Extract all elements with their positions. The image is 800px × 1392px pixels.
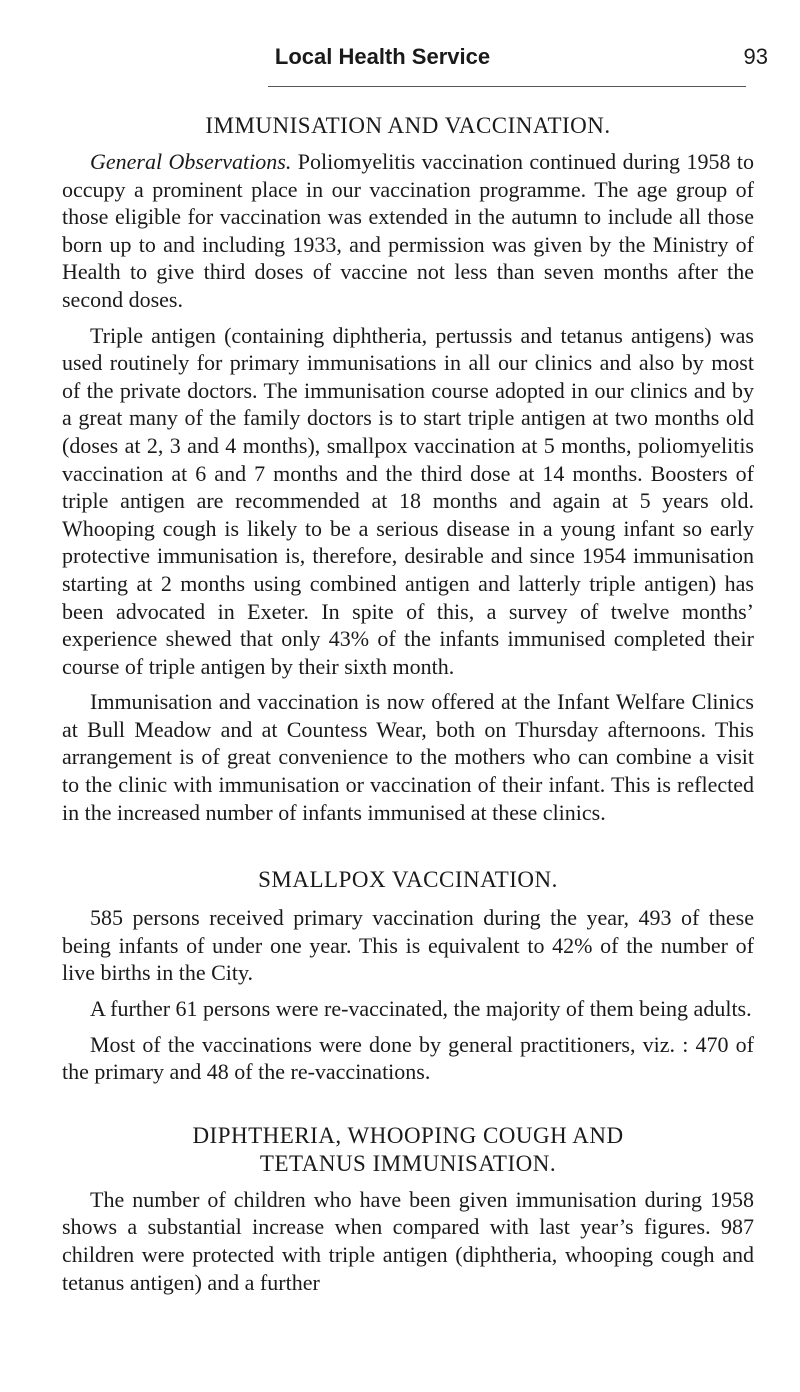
section-title-line: DIPHTHERIA, WHOOPING COUGH AND <box>192 1122 624 1148</box>
running-title: Local Health Service <box>274 44 491 69</box>
paragraph: Triple antigen (containing diphtheria, pertussis and tetanus antigens) was used routinely for primary immunisations in all our clinics and also by most of the private doctors. The immunisation course adopted in our clinics and by a great many of the family doctors is to start triple antigen at two months old (doses at 2, 3 and 4 months), smallpox vaccination at 5 months, poliomyelitis vaccination at 6 and 7 months and the third dose at 14 months. Boosters of triple antigen are recommended at 18 months and again at 5 years old. Whooping cough is likely to be a serious disease in a young infant so early protective immunisation is, therefore, desirable and since 1954 immunisation starting at 2 months using combined antigen and latterly triple antigen) has been advocated in Exeter. In spite of this, a survey of twelve months’ experience shewed that only 43% of the infants immunised completed their course of triple antigen by their sixth month. <box>62 322 754 679</box>
paragraph: The number of children who have been given immunisation during 1958 shows a substantial increase when compared with last year’s figures. 987 children were protected with triple antigen (diphtheria, whooping cough and tetanus antigen) and a further <box>62 1186 754 1295</box>
paragraph: Most of the vaccinations were done by general practitioners, viz. : 470 of the primary and 48 of the re-vaccinations. <box>62 1031 754 1085</box>
paragraph: 585 persons received primary vaccination during the year, 493 of these being infants of under one year. This is equivalent to 42% of the number of live births in the City. <box>62 905 754 986</box>
section-title-line: TETANUS IMMUNISATION. <box>259 1150 557 1176</box>
paragraph: Immunisation and vaccination is now offered at the Infant Welfare Clinics at Bull Meadow and at Countess Wear, both on Thursday afternoons. This arrangement is of great convenience to the mothers who can combine a visit to the clinic with immunisation or vaccination of their infant. This is reflected in the increased number of infants immunised at these clinics. <box>62 689 754 825</box>
section-title-smallpox: SMALLPOX VACCINATION. <box>258 867 558 893</box>
running-head <box>0 44 800 74</box>
page-body <box>62 112 754 1296</box>
header-rule <box>268 86 746 87</box>
paragraph-text: Poliomyelitis vaccination continued during 1958 to occupy a prominent place in our vaccination programme. The age group of those eligible for vaccination was extended in the autumn to include all those born up to and including 1933, and permission was given by the Ministry of Health to give third doses of vaccine not less than seven months after the second doses. <box>62 149 754 312</box>
lead-label: General Observations. <box>90 149 292 174</box>
section-title-diphtheria <box>62 1122 754 1178</box>
paragraph <box>62 148 754 314</box>
page-number: 93 <box>743 44 768 69</box>
section-title-immunisation: IMMUNISATION AND VACCINATION. <box>205 113 611 138</box>
paragraph: A further 61 persons were re-vaccinated, the majority of them being adults. <box>90 996 752 1022</box>
